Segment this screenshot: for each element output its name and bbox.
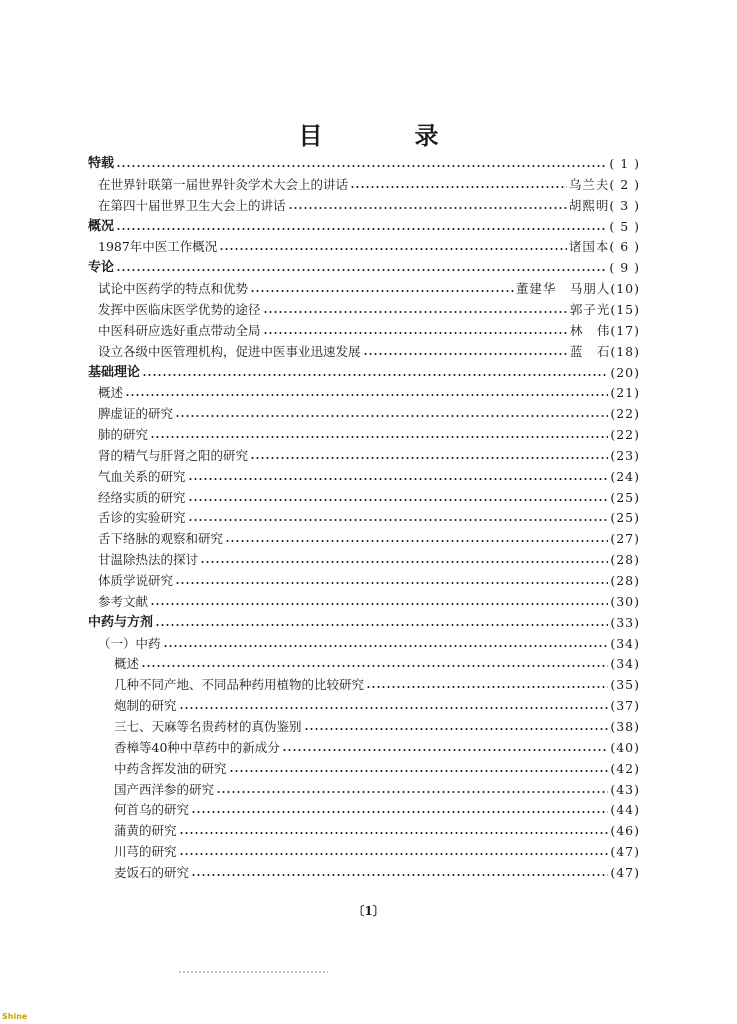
toc-section-row — [88, 218, 640, 236]
toc-author: 诸国本 — [568, 239, 610, 255]
toc-entry-label: 甘温除热法的探讨 — [98, 552, 199, 568]
toc-entry-label: 中药含挥发油的研究 — [114, 760, 227, 776]
toc-page-number: (47) — [610, 864, 640, 880]
dot-leader — [263, 331, 568, 335]
toc-page-number: (25) — [610, 510, 640, 526]
toc-entry-label: 肾的精气与肝肾之阳的研究 — [98, 447, 249, 463]
toc-section-label: 专论 — [88, 260, 115, 276]
dot-leader — [175, 414, 608, 418]
toc-entry-row — [98, 176, 640, 194]
toc-section-label: 基础理论 — [88, 364, 141, 380]
toc-page-number: (44) — [610, 802, 640, 818]
dot-leader — [116, 164, 607, 168]
dot-leader — [304, 727, 609, 731]
dot-leader — [350, 185, 567, 189]
toc-entry-label: 蒲黄的研究 — [114, 823, 177, 839]
toc-entry-row — [98, 593, 640, 611]
toc-page-number: (37) — [610, 698, 640, 714]
scan-artifact-line — [178, 971, 328, 973]
toc-entry-label: 概述 — [114, 656, 140, 672]
toc-page-number: (35) — [610, 677, 640, 693]
dot-leader — [225, 539, 608, 543]
toc-entry-row — [114, 801, 640, 819]
toc-page-number: (20) — [610, 364, 640, 380]
dot-leader — [142, 373, 608, 377]
toc-author: 胡熙明 — [568, 197, 610, 213]
dot-leader — [163, 644, 609, 648]
toc-entry-label: 香樟等40种中草药中的新成分 — [114, 739, 280, 755]
toc-entry-row — [98, 489, 640, 507]
dot-leader — [363, 352, 568, 356]
toc-entry-label: 体质学说研究 — [98, 573, 174, 588]
toc-entry-label: 发挥中医临床医学优势的途径 — [98, 301, 261, 317]
dot-leader — [179, 831, 609, 835]
toc-page-number: (33) — [610, 614, 640, 630]
toc-entry-label: 脾虚证的研究 — [98, 406, 174, 422]
toc-page-number: (24) — [610, 468, 640, 484]
dot-leader — [155, 623, 608, 627]
toc-entry-row — [98, 551, 640, 569]
toc-page-number: (15) — [610, 301, 640, 317]
toc-entry-row — [114, 676, 640, 694]
dot-leader — [216, 790, 608, 794]
toc-entry-row — [98, 280, 640, 298]
toc-entry-label: 肺的研究 — [98, 427, 149, 443]
toc-section-row — [88, 614, 640, 632]
toc-entry-label: 概述 — [98, 385, 124, 401]
toc-entry-label: 参考文献 — [98, 593, 149, 609]
toc-entry-label: 麦饭石的研究 — [114, 864, 190, 880]
dot-leader — [288, 206, 567, 210]
toc-author: 董建华 马朋人 — [515, 281, 611, 297]
toc-entry-row — [114, 781, 640, 799]
toc-entry-label: 何首乌的研究 — [114, 802, 190, 818]
toc-page-number: (28) — [610, 573, 640, 588]
toc-section-row — [88, 259, 640, 277]
toc-entry-row — [98, 238, 640, 256]
toc-page-number: ( 9 ) — [609, 260, 640, 276]
toc-entry-label: 试论中医药学的特点和优势 — [98, 281, 249, 297]
toc-entry-label: 几种不同产地、不同品种药用植物的比较研究 — [114, 677, 365, 693]
toc-page-number: (10) — [610, 281, 640, 297]
dot-leader — [150, 435, 608, 439]
dot-leader — [250, 456, 608, 460]
toc-entry-row — [98, 447, 640, 465]
toc-entry-row — [114, 760, 640, 778]
toc-author: 蓝 石 — [569, 343, 611, 359]
toc-page-number: ( 6 ) — [609, 239, 640, 255]
page-number-footer: 〔1〕 — [352, 904, 385, 918]
toc-entry-label: 设立各级中医管理机构，促进中医事业迅速发展 — [98, 343, 361, 359]
dot-leader — [200, 560, 608, 564]
dot-leader — [179, 852, 609, 856]
toc-section-row — [88, 155, 640, 173]
toc-entry-row — [98, 384, 640, 402]
toc-page-number: (25) — [610, 489, 640, 505]
toc-entry-row — [98, 635, 640, 653]
toc-entry-row — [114, 864, 640, 882]
dot-leader — [263, 310, 568, 314]
toc-entry-row — [98, 301, 640, 319]
dot-leader — [141, 664, 608, 668]
toc-entry-row — [98, 530, 640, 548]
dot-leader — [188, 477, 609, 481]
toc-author: 林 伟 — [569, 322, 611, 338]
toc-entry-label: 舌诊的实验研究 — [98, 510, 186, 526]
toc-page-number: (42) — [610, 760, 640, 776]
toc-entry-label: 川芎的研究 — [114, 844, 177, 860]
toc-entry-label: 经络实质的研究 — [98, 489, 186, 505]
toc-page-number: ( 5 ) — [609, 218, 640, 234]
toc-entry-row — [114, 843, 640, 861]
toc-page-number: ( 2 ) — [609, 176, 640, 192]
toc-page-number: (27) — [610, 531, 640, 547]
toc-author: 乌兰夫 — [568, 176, 610, 192]
toc-page-number: (23) — [610, 447, 640, 463]
toc-entry-row — [98, 572, 640, 590]
toc-entry-label: 气血关系的研究 — [98, 468, 186, 484]
toc-page-number: (28) — [610, 552, 640, 568]
toc-page-number: ( 1 ) — [609, 156, 640, 171]
toc-page-number: (22) — [610, 427, 640, 443]
toc-entry-row — [98, 405, 640, 423]
toc-entry-row — [114, 655, 640, 673]
toc-page-number: (30) — [610, 593, 640, 609]
dot-leader — [188, 498, 609, 502]
toc-entry-label: 三七、天麻等名贵药材的真伪鉴别 — [114, 718, 302, 734]
toc-entry-label: 舌下络脉的观察和研究 — [98, 531, 224, 547]
toc-page-number: (18) — [610, 343, 640, 359]
toc-entry-row — [114, 697, 640, 715]
toc-page-number: (21) — [610, 385, 640, 401]
dot-leader — [282, 748, 608, 752]
toc-author: 郭子光 — [569, 301, 611, 317]
toc-entry-row — [98, 468, 640, 486]
toc-section-label: 特载 — [88, 156, 115, 171]
dot-leader — [219, 247, 567, 251]
toc-entry-row — [98, 343, 640, 361]
toc-page-number: ( 3 ) — [609, 197, 640, 213]
toc-entry-label: 1987年中医工作概况 — [98, 239, 218, 255]
toc-entry-row — [114, 739, 640, 757]
toc-page-number: (38) — [610, 718, 640, 734]
toc-page-number: (47) — [610, 844, 640, 860]
toc-section-row — [88, 364, 640, 382]
dot-leader — [150, 602, 608, 606]
dot-leader — [116, 268, 607, 272]
dot-leader — [250, 289, 514, 293]
page-title: 目 录 — [298, 122, 473, 150]
toc-page-number: (34) — [610, 635, 640, 651]
dot-leader — [188, 518, 609, 522]
toc-page-number: (43) — [610, 781, 640, 797]
toc-entry-label: 中医科研应选好重点带动全局 — [98, 322, 261, 338]
toc-page-number: (40) — [610, 739, 640, 755]
watermark-stamp: Shine — [2, 1012, 28, 1021]
dot-leader — [125, 393, 608, 397]
toc-entry-label: 在世界针联第一届世界针灸学术大会上的讲话 — [98, 176, 349, 192]
dot-leader — [179, 706, 609, 710]
toc-section-label: 概况 — [88, 218, 115, 234]
toc-entry-row — [98, 509, 640, 527]
toc-entry-row — [114, 718, 640, 736]
toc-entry-label: （一）中药 — [98, 635, 161, 651]
toc-section-label: 中药与方剂 — [88, 614, 154, 630]
toc-page-number: (17) — [610, 322, 640, 338]
toc-entry-row — [98, 426, 640, 444]
dot-leader — [366, 685, 608, 689]
toc-entry-row — [98, 197, 640, 215]
dot-leader — [191, 873, 608, 877]
toc-page-number: (46) — [610, 823, 640, 839]
toc-page-number: (22) — [610, 406, 640, 422]
toc-entry-label: 在第四十届世界卫生大会上的讲话 — [98, 197, 286, 213]
toc-page-number: (34) — [610, 656, 640, 672]
dot-leader — [175, 581, 608, 585]
toc-entry-label: 炮制的研究 — [114, 698, 177, 714]
dot-leader — [191, 810, 608, 814]
dot-leader — [116, 227, 607, 231]
toc-entry-row — [114, 822, 640, 840]
toc-entry-label: 国产西洋参的研究 — [114, 781, 215, 797]
toc-entry-row — [98, 322, 640, 340]
dot-leader — [229, 769, 609, 773]
